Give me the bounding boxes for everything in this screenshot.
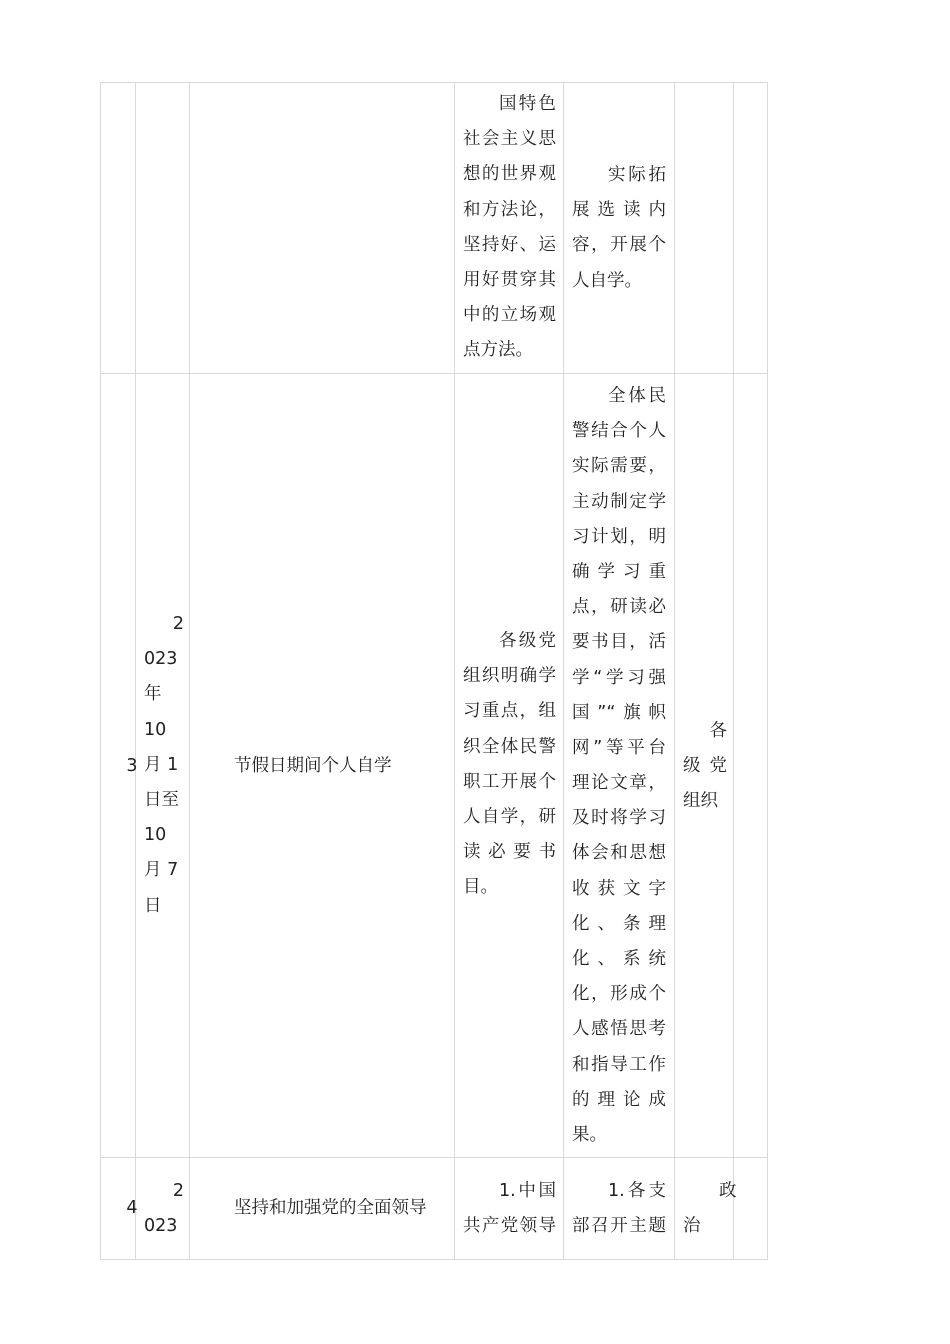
seq-number: 3 bbox=[126, 756, 138, 776]
date-line: 年 bbox=[144, 684, 162, 705]
content-line: 各级党 bbox=[499, 631, 556, 651]
row3-seq-cell bbox=[124, 1191, 140, 1226]
content-line: 织全体民警 bbox=[463, 736, 556, 757]
method-line: 展 选 读 内 bbox=[572, 200, 666, 221]
method-line: 体会和思想 bbox=[572, 843, 666, 864]
column-divider bbox=[135, 82, 136, 1260]
method-line: 和指导工作 bbox=[572, 1054, 666, 1075]
org-line: 治 bbox=[683, 1216, 701, 1237]
date-line: 10 bbox=[144, 719, 167, 740]
activity-title: 坚持和加强党的全面领导 bbox=[234, 1198, 427, 1218]
seq-number: 4 bbox=[126, 1198, 138, 1218]
row3-activity-cell bbox=[234, 1191, 449, 1226]
method-line: 化，形成个 bbox=[572, 984, 666, 1005]
method-line: 容，开展个 bbox=[572, 235, 666, 256]
date-line: 日 bbox=[144, 895, 162, 916]
column-divider bbox=[189, 82, 190, 1260]
date-line: 月 7 bbox=[144, 860, 179, 881]
method-line: 全体民 bbox=[608, 386, 666, 406]
method-line: 习计划，明 bbox=[572, 526, 666, 547]
activity-title: 节假日期间个人自学 bbox=[234, 756, 392, 776]
content-line: 1.中国 bbox=[499, 1181, 556, 1201]
content-line: 中的立场观 bbox=[463, 305, 556, 326]
method-line: 理论文章， bbox=[572, 773, 666, 794]
method-line: 国”“旗帜 bbox=[572, 702, 666, 723]
method-line: 人自学。 bbox=[572, 270, 642, 291]
column-divider bbox=[454, 82, 455, 1260]
method-line: 警结合个人 bbox=[572, 421, 666, 442]
content-line: 社会主义思 bbox=[463, 129, 556, 150]
content-line: 人自学，研 bbox=[463, 806, 556, 827]
method-line: 收 获 文 字 bbox=[572, 878, 666, 899]
date-line: 023 bbox=[144, 649, 178, 670]
method-line: 人感悟思考 bbox=[572, 1019, 666, 1040]
row2-date-cell bbox=[144, 607, 184, 924]
content-line: 组织明确学 bbox=[463, 666, 556, 687]
method-line: 点，研读必 bbox=[572, 597, 666, 618]
date-line: 日至 bbox=[144, 789, 179, 810]
table-border bbox=[100, 82, 101, 1260]
column-divider bbox=[674, 82, 675, 1260]
org-line: 级 党 bbox=[683, 756, 727, 777]
method-line: 网”等平台 bbox=[572, 737, 666, 758]
column-divider bbox=[733, 82, 734, 1260]
content-line: 想的世界观 bbox=[463, 164, 556, 185]
method-line: 实际拓 bbox=[608, 165, 666, 185]
method-line: 确 学 习 重 bbox=[572, 561, 666, 582]
content-line: 国特色 bbox=[499, 94, 556, 114]
org-line: 政 bbox=[719, 1181, 737, 1201]
content-line: 用好贯穿其 bbox=[463, 269, 556, 290]
content-line: 点方法。 bbox=[463, 340, 533, 361]
method-line: 1.各支 bbox=[608, 1181, 666, 1201]
row3-date-cell bbox=[144, 1174, 184, 1244]
date-line: 2 bbox=[172, 614, 184, 634]
content-line: 读 必 要 书 bbox=[463, 842, 556, 863]
table-border bbox=[100, 1259, 768, 1260]
method-line: 果。 bbox=[572, 1124, 607, 1145]
row3-method-cell bbox=[572, 1174, 666, 1244]
method-line: 的 理 论 成 bbox=[572, 1089, 666, 1110]
column-divider bbox=[563, 82, 564, 1260]
date-line: 023 bbox=[144, 1216, 178, 1237]
content-line: 目。 bbox=[463, 877, 498, 898]
method-line: 主动制定学 bbox=[572, 491, 666, 512]
row-divider bbox=[100, 1157, 768, 1158]
org-line: 各 bbox=[709, 721, 727, 741]
row1-content-cell bbox=[463, 87, 556, 369]
table-border bbox=[767, 82, 768, 1260]
date-line: 月 1 bbox=[144, 754, 179, 775]
row2-seq-cell bbox=[124, 749, 140, 784]
content-line: 习重点，组 bbox=[463, 701, 556, 722]
method-line: 学“学习强 bbox=[572, 667, 666, 688]
row2-content-cell bbox=[463, 624, 556, 906]
method-line: 部召开主题 bbox=[572, 1216, 666, 1237]
plan-table bbox=[100, 82, 768, 1260]
date-line: 10 bbox=[144, 825, 167, 846]
org-line: 组织 bbox=[683, 791, 718, 812]
method-line: 及时将学习 bbox=[572, 808, 666, 829]
method-line: 化 、 条 理 bbox=[572, 913, 666, 934]
content-line: 坚持好、运 bbox=[463, 234, 556, 255]
method-line: 化 、 系 统 bbox=[572, 949, 666, 969]
content-line: 和方法论， bbox=[463, 199, 556, 220]
date-line: 2 bbox=[172, 1181, 184, 1201]
row2-activity-cell bbox=[234, 749, 444, 784]
row3-org-cell bbox=[683, 1174, 739, 1244]
content-line: 职工开展个 bbox=[463, 771, 556, 792]
table-border bbox=[100, 82, 768, 83]
row3-content-cell bbox=[463, 1174, 556, 1244]
content-line: 共产党领导 bbox=[463, 1216, 556, 1237]
row1-method-cell bbox=[572, 158, 666, 299]
row-divider bbox=[100, 373, 768, 374]
row2-method-cell bbox=[572, 379, 666, 1153]
row2-org-cell bbox=[683, 714, 727, 820]
method-line: 要书目，活 bbox=[572, 632, 666, 653]
method-line: 实际需要， bbox=[572, 456, 666, 477]
